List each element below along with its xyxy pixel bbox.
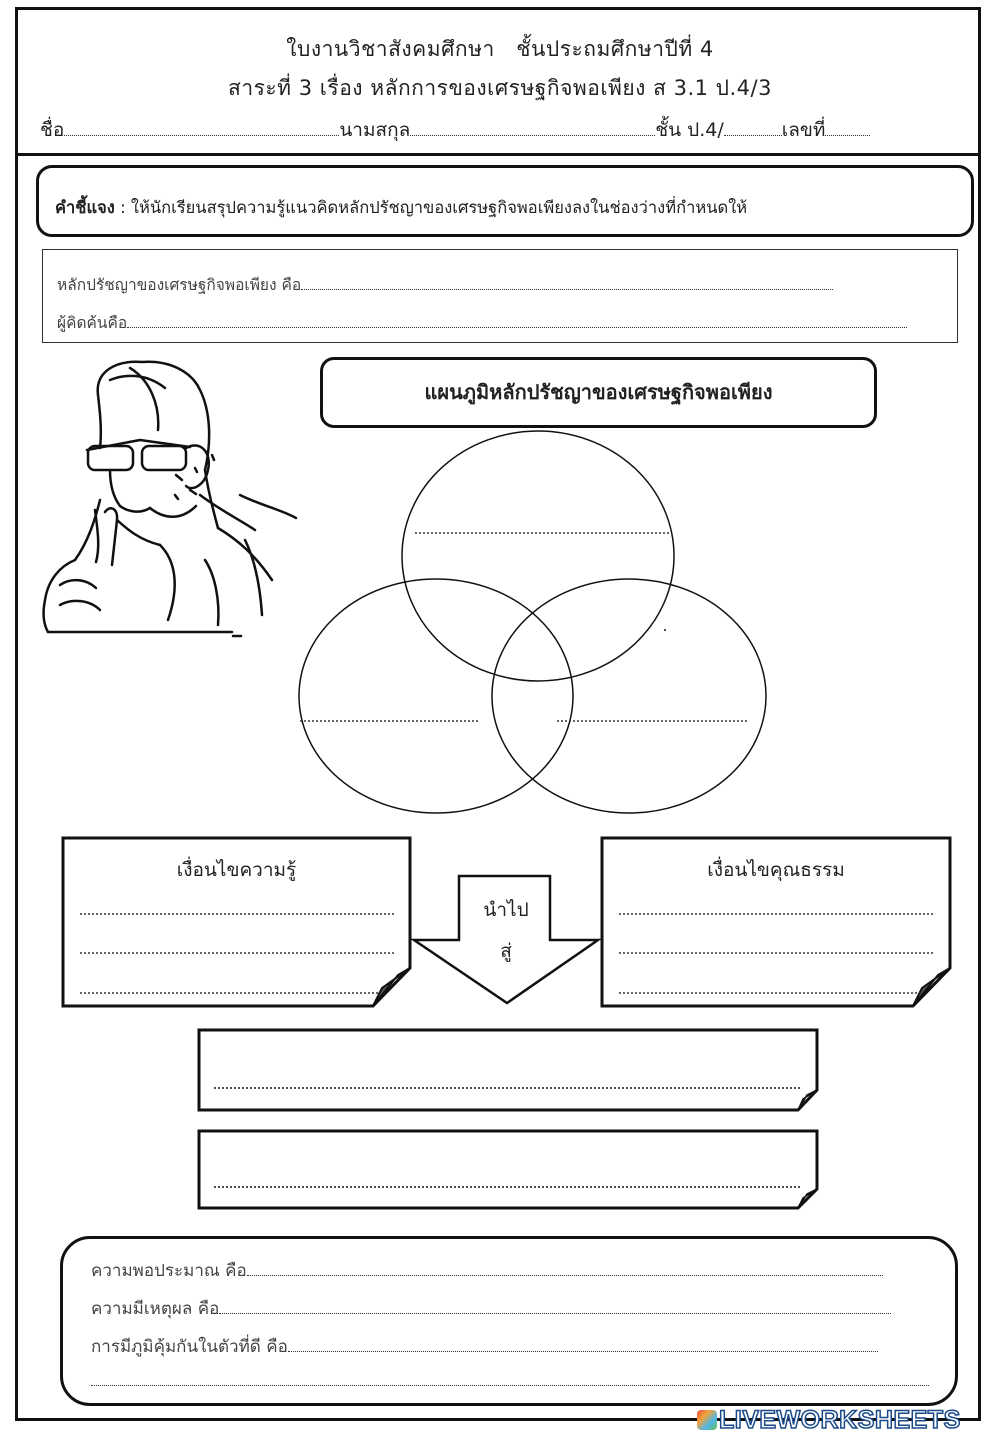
lead-to-text-2: สู่ (500, 940, 512, 962)
result-box-1 (199, 1030, 817, 1110)
king-portrait-illustration (44, 362, 296, 636)
philosophy-label: หลักปรัชญาของเศรษฐกิจพอเพียง คือ (57, 276, 302, 294)
reasonableness-label: ความมีเหตุผล คือ (91, 1299, 220, 1319)
watermark-text: LIVEWORKSHEETS (719, 1406, 961, 1434)
diagram-title: แผนภูมิหลักปรัชญาของเศรษฐกิจพอเพียง (320, 357, 877, 428)
knowledge-condition-title: เงื่อนไขความรู้ (176, 859, 297, 881)
instruction-label: คำชี้แจง (55, 198, 115, 217)
instruction-text: : ให้นักเรียนสรุปความรู้แนวคิดหลักปรัชญาของเศรษฐกิจพอเพียงลงในช่องว่างที่กำหนดให้ (114, 198, 748, 217)
immunity-row (91, 1333, 878, 1360)
moderation-answer-field[interactable] (247, 1274, 883, 1276)
immunity-answer-field[interactable] (288, 1350, 878, 1352)
moderation-label: ความพอประมาณ คือ (91, 1261, 247, 1281)
worksheet-title: ใบงานวิชาสังคมศึกษา ชั้นประถมศึกษาปีที่ 4 (286, 37, 714, 61)
immunity-label: การมีภูมิคุ้มกันในตัวที่ดี คือ (91, 1337, 288, 1357)
liveworksheets-icon (697, 1410, 717, 1430)
founder-label: ผู้คิดค้นคือ (57, 314, 128, 332)
lead-to-text-1: นำไป (483, 899, 529, 921)
number-label: เลขที่ (781, 119, 826, 141)
extra-row (91, 1371, 929, 1391)
morality-condition-title: เงื่อนไขคุณธรรม (707, 859, 845, 881)
moderation-row (91, 1257, 883, 1284)
summary-box (60, 1236, 958, 1406)
worksheet-subtitle: สาระที่ 3 เรื่อง หลักการของเศรษฐกิจพอเพียง ส 3.1 ป.4/3 (228, 76, 772, 100)
venn-circle-top (402, 431, 674, 681)
watermark-logo (697, 1406, 961, 1435)
class-label: ชั้น ป.4/ (655, 119, 724, 141)
result-box-2 (199, 1131, 817, 1208)
name-label: ชื่อ (40, 119, 65, 141)
reasonableness-answer-field[interactable] (219, 1312, 891, 1314)
reasonableness-row (91, 1295, 891, 1322)
surname-label: นามสกุล (339, 119, 411, 141)
extra-answer-field[interactable] (91, 1384, 929, 1386)
